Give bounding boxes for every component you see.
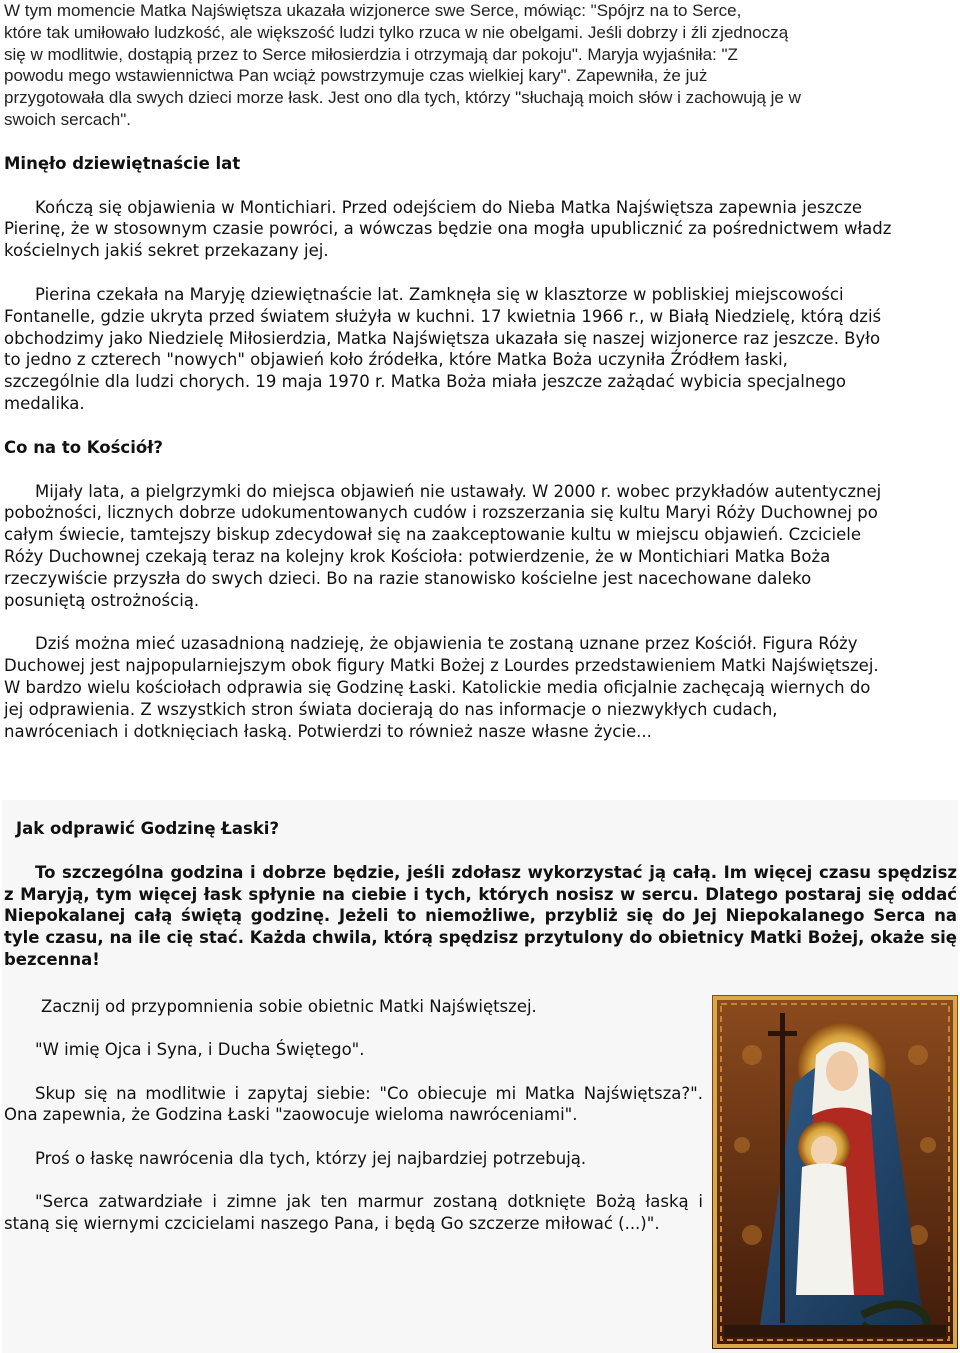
paragraph-pierina-waited (4, 284, 956, 415)
text-line: szczególnie dla ludzi chorych. 19 maja 1970 r. Matka Boża miała jeszcze zażądać wybicia specjalnego (4, 372, 847, 392)
text-line: obietnicy Matki Bożej, okaże się bezcenna! (4, 928, 957, 969)
text-line: posuniętą ostrożnością. (4, 590, 200, 610)
paragraph-apparition-heart (4, 0, 956, 131)
text-line: W bardzo wielu kościołach odprawia się Godzinę Łaski. Katolickie media oficjalnie zachęcają wiernych do (4, 677, 871, 697)
box-intro-bold (4, 862, 957, 971)
text-line: całym świecie, tamtejszy biskup zdecydował się na zaakceptowanie kultu w miejscu objawień. Czciciele (4, 525, 862, 545)
text-line: Dziś można mieć uzasadnioną nadzieję, że objawienia te zostaną uznane przez Kościół. Figura Róży (35, 634, 858, 654)
text-line: Kończą się objawienia w Montichiari. Przed odejściem do Nieba Matka Najświętsza zapewnia jeszcze (35, 197, 863, 217)
madonna-painting-image (712, 995, 958, 1349)
box-heading: Jak odprawić Godzinę Łaski? (16, 819, 280, 838)
step-item: "Serca zatwardziałe i zimne jak ten marmur zostaną dotknięte Bożą łaską i staną się wiernymi czcicielami naszego Pana, i będą Go szczerze miłować (...)". (4, 1191, 703, 1233)
paragraph-pilgrimages (4, 481, 956, 612)
text-line: spędzisz z Maryją, tym więcej łask spłynie na ciebie i tych, których nosisz w sercu. Dlatego (4, 863, 957, 904)
text-line: Duchowej jest najpopularniejszym obok figury Matki Bożej z Lourdes przedstawieniem Matki Najświętszej. (4, 656, 879, 676)
text-line: Pierinę, że w stosownym czasie powróci, a wówczas będzie ona mogła upublicznić za pośrednictwem władz (4, 219, 892, 239)
text-line: pobożności, licznych dobrze udokumentowanych cudów i rozszerzania się kultu Maryi Róży Duchownej po (4, 503, 878, 523)
text-line: które tak umiłowało ludzkość, ale większość ludzi tylko rzuca w nie obelgami. Jeśli dobrzy i źli zjednoczą (4, 22, 789, 42)
article-body (4, 0, 956, 742)
text-line: powodu mego wstawiennictwa Pan wciąż powstrzymuje czas wielkiej kary". Zapewniła, że już (4, 66, 708, 86)
heading-church-position: Co na to Kościół? (4, 437, 163, 457)
text-line: przygotowała dla swych dzieci morze łask. Jest ono dla tych, którzy "słuchają moich słów i zachowują je w (4, 88, 801, 108)
text-line: To szczególna godzina i dobrze będzie, jeśli zdołasz wykorzystać ją całą. Im więcej czasu (35, 863, 872, 882)
text-line: obchodzimy jako Niedzielę Miłosierdzia, Matka Najświętsza ukazała się naszej wizjonerce raz jeszcze. Było (4, 328, 881, 348)
text-line: się w modlitwie, dostąpią przez to Serce miłosierdzia i otrzymają dar pokoju". Maryja wyjaśniła: "Z (4, 44, 738, 64)
text-line: Róży Duchownej czekają teraz na kolejny krok Kościoła: potwierdzenie, że w Montichiari Matka Boża (4, 546, 831, 566)
text-line: Niepokalanego Serca na tyle czasu, na ile cię stać. Każda chwila, którą spędzisz przytulony do (4, 906, 957, 948)
paragraph-end-of-apparitions (4, 197, 956, 262)
step-item: Skup się na modlitwie i zapytaj siebie: "Co obiecuje mi Matka Najświętsza?". Ona zapewnia, że Godzina Łaski "zaowocuje wieloma nawróceniami". (4, 1083, 703, 1125)
step-item: "W imię Ojca i Syna, i Ducha Świętego". (35, 1040, 365, 1060)
text-line: postaraj się oddać Niepokalanej całą świętą godzinę. Jeżeli to niemożliwe, przybliż się do Jej (4, 884, 957, 926)
text-line: Mijały lata, a pielgrzymki do miejsca objawień nie ustawały. W 2000 r. wobec przykładów autentycznej (35, 481, 882, 501)
text-line: W tym momencie Matka Najświętsza ukazała wizjonerce swe Serce, mówiąc: "Spójrz na to Serce, (4, 1, 742, 20)
text-line: kościelnych jakiś sekret przekazany jej. (4, 241, 329, 261)
text-line: jej odprawienia. Z wszystkich stron świata docierają do nas informacje o niezwykłych cudach, (4, 699, 778, 719)
text-line: Pierina czekała na Maryję dziewiętnaście lat. Zamknęła się w klasztorze w pobliskiej miejscowości (35, 284, 844, 304)
heading-nineteen-years: Minęło dziewiętnaście lat (4, 153, 241, 173)
paragraph-hope-recognition (4, 633, 956, 742)
text-line: swoich sercach". (4, 109, 131, 129)
text-line: rzeczywiście przyszła do swych dzieci. Bo na razie stanowisko kościelne jest nacechowane daleko (4, 568, 812, 588)
text-line: to jedno z czterech "nowych" objawień koło źródełka, które Matka Boża uczyniła Źródłem łaski, (4, 350, 788, 370)
text-line: Fontanelle, gdzie ukryta przed światem służyła w kuchni. 17 kwietnia 1966 r., w Białą Niedzielę, którą dziś (4, 306, 882, 326)
text-line: nawróceniach i dotknięciach łaską. Potwierdzi to również nasze własne życie... (4, 721, 652, 741)
text-line: medalika. (4, 393, 85, 413)
step-item: Zacznij od przypomnienia sobie obietnic Matki Najświętszej. (41, 997, 537, 1016)
step-item: Proś o łaskę nawrócenia dla tych, którzy jej najbardziej potrzebują. (35, 1148, 587, 1168)
box-steps (4, 996, 703, 1256)
